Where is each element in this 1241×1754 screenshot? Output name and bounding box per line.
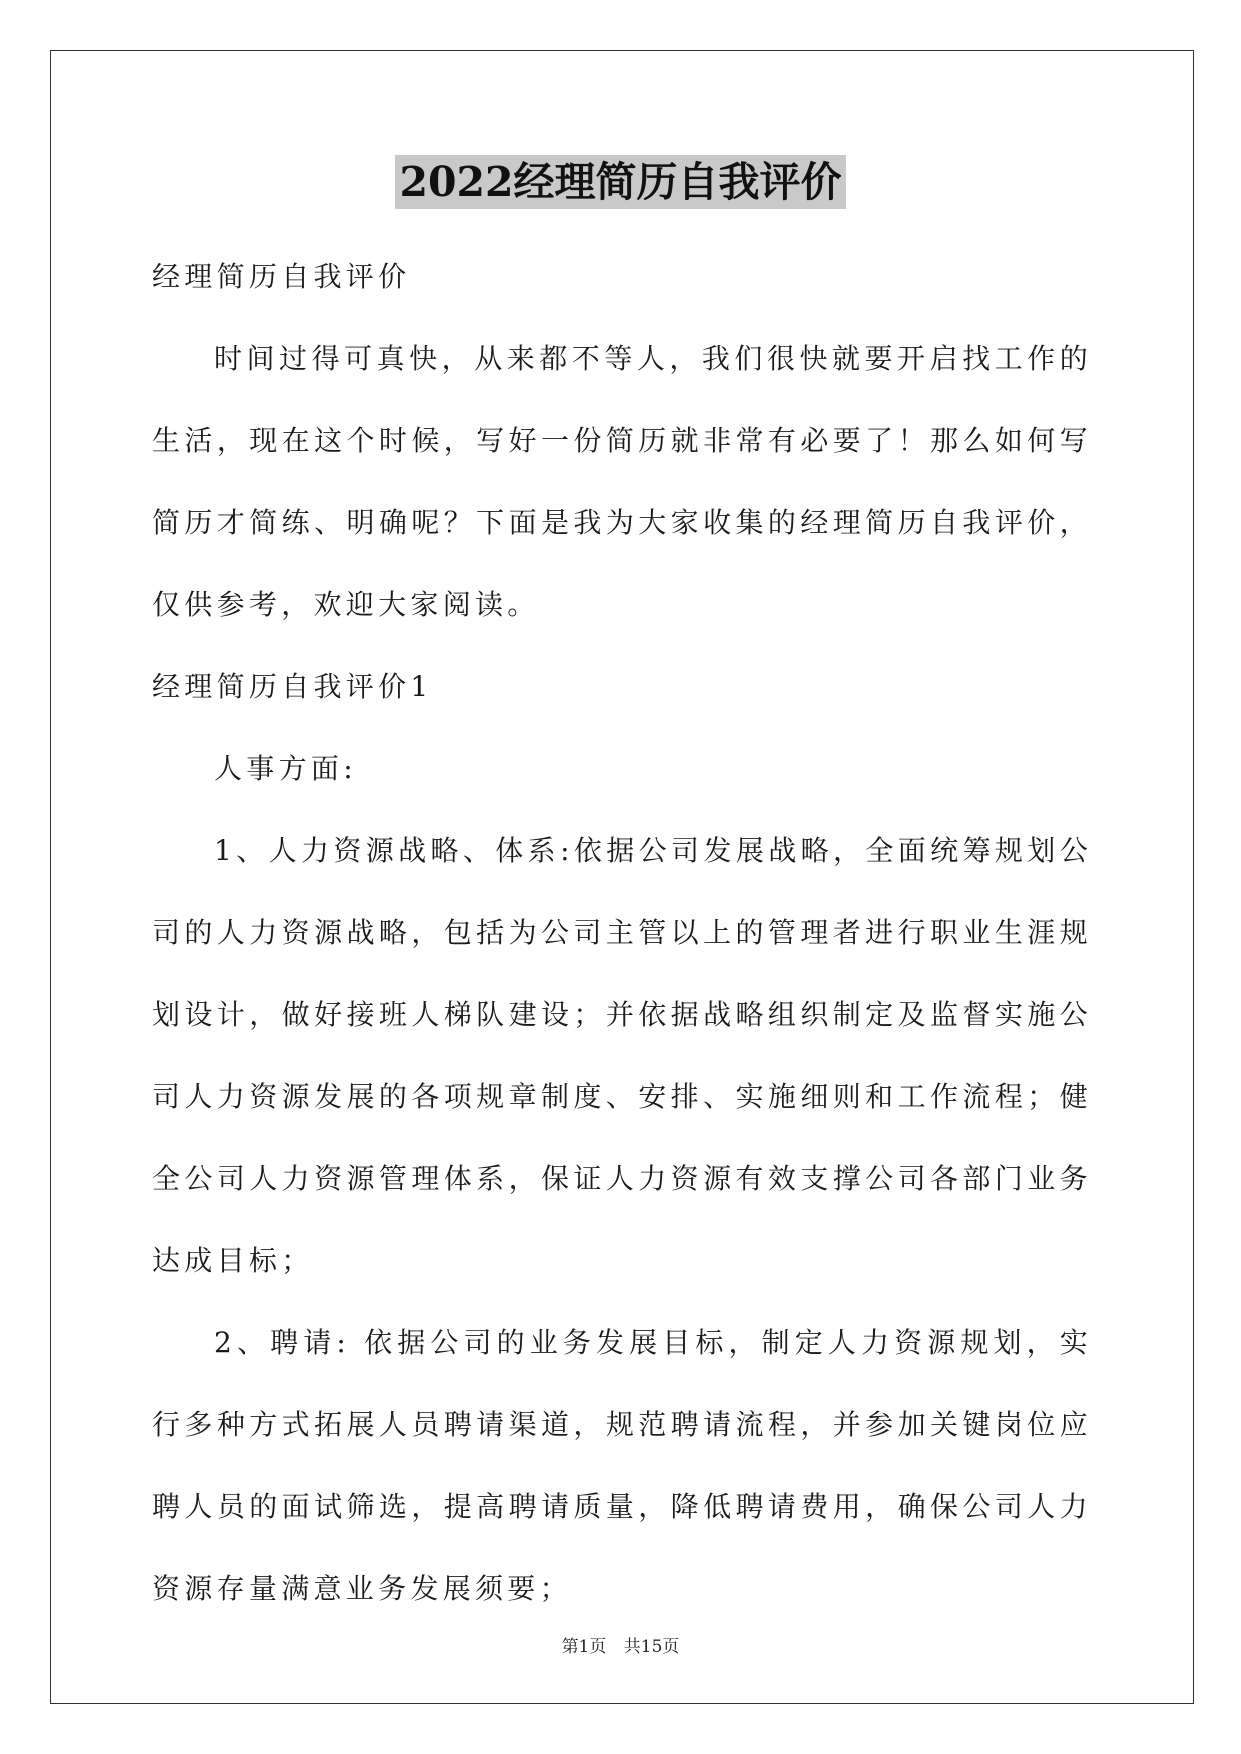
paragraph-intro: 时间过得可真快，从来都不等人，我们很快就要开启找工作的生活，现在这个时候，写好一份简历就非常有必要了！那么如何写简历才简练、明确呢？下面是我为大家收集的经理简历自我评价，仅供参考，欢迎大家阅读。: [152, 342, 1092, 621]
paragraph-personnel: 人事方面:: [214, 752, 357, 785]
paragraph-subtitle: 经理简历自我评价: [152, 260, 411, 293]
paragraph-item-1: 1、人力资源战略、体系:依据公司发展战略，全面统筹规划公司的人力资源战略，包括为公司主管以上的管理者进行职业生涯规划设计，做好接班人梯队建设；并依据战略组织制定及监督实施公司人力资源发展的各项规章制度、安排、实施细则和工作流程；健全公司人力资源管理体系，保证人力资源有效支撑公司各部门业务达成目标；: [152, 834, 1092, 1277]
page-footer: [0, 1632, 1241, 1657]
document-body: [152, 236, 1092, 1630]
title-wrap: [0, 155, 1241, 209]
paragraph-section-heading: 经理简历自我评价1: [152, 670, 433, 703]
page-total: 共15页: [623, 1637, 680, 1657]
page-number: 第1页: [561, 1637, 607, 1657]
document-title: 2022经理简历自我评价: [395, 155, 845, 209]
paragraph-item-2: 2、聘请: 依据公司的业务发展目标，制定人力资源规划，实行多种方式拓展人员聘请渠道，规范聘请流程，并参加关键岗位应聘人员的面试筛选，提高聘请质量，降低聘请费用，确保公司人力资源存量满意业务发展须要；: [152, 1326, 1092, 1605]
